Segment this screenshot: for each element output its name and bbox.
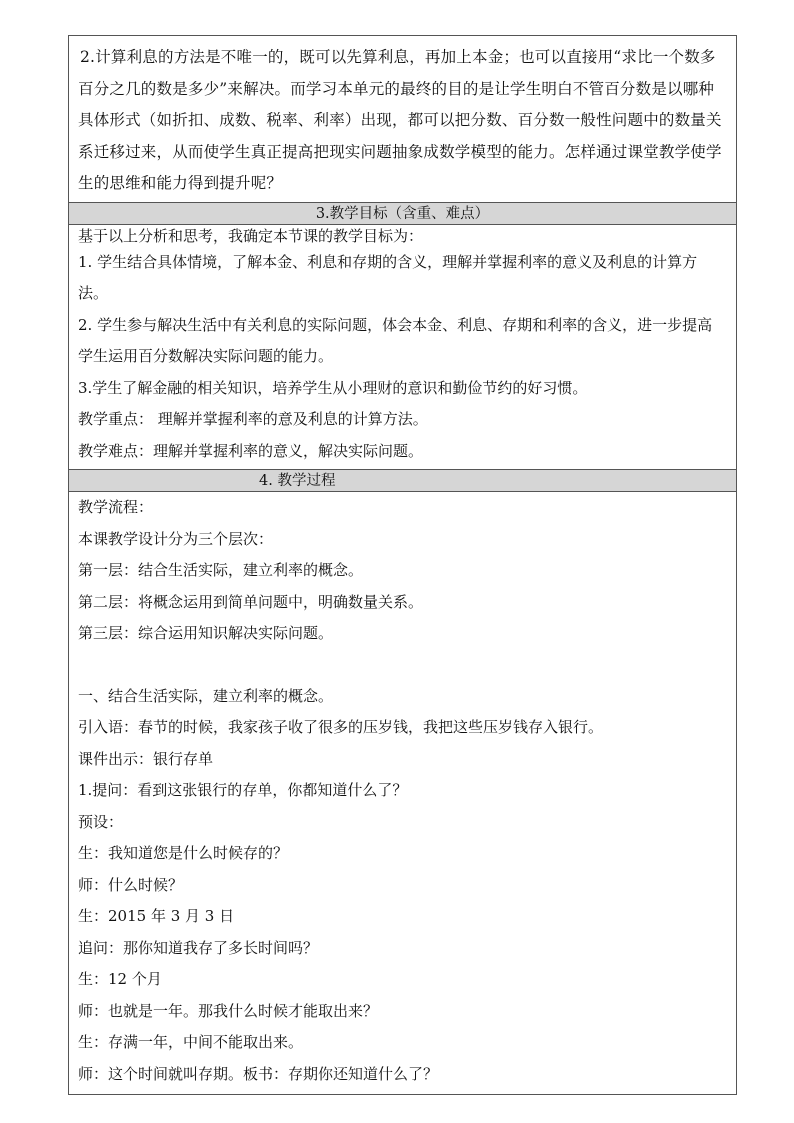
objective-2: 2. 学生参与解决生活中有关利息的实际问题，体会本金、利息、存期和利率的含义，进一步提高学生运用百分数解决实际问题的能力。	[78, 315, 713, 365]
process-line: 生：12 个月	[78, 970, 162, 988]
process-line: 本课教学设计分为三个层次：	[78, 529, 274, 548]
section-header-objectives-label: 3.教学目标（含重、难点）	[315, 205, 490, 222]
intro-cell	[69, 36, 736, 203]
objectives-cell	[69, 225, 736, 471]
process-line: 师：什么时候？	[78, 875, 184, 894]
teaching-difficulty: 教学难点：理解并掌握利率的意义，解决实际问题。	[78, 441, 424, 460]
process-line: 预设：	[78, 812, 124, 831]
process-line: 一、结合生活实际，建立利率的概念。	[78, 686, 334, 705]
process-line: 教学流程：	[78, 498, 154, 516]
section-header-process	[69, 470, 736, 492]
blank-line	[78, 650, 727, 681]
process-line: 课件出示：银行存单	[78, 749, 214, 768]
teaching-key-point: 教学重点： 理解并掌握利率的意及利息的计算方法。	[78, 410, 428, 428]
objective-1: 1. 学生结合具体情境，了解本金、利息和存期的含义，理解并掌握利率的意义及利息的计算方法。	[78, 252, 698, 302]
process-line: 生：我知道您是什么时候存的？	[78, 844, 289, 862]
process-line: 第一层：结合生活实际，建立利率的概念。	[78, 561, 364, 579]
process-line: 引入语：春节的时候，我家孩子收了很多的压岁钱，我把这些压岁钱存入银行。	[78, 718, 604, 736]
process-line: 第二层：将概念运用到简单问题中，明确数量关系。	[78, 592, 424, 611]
intro-paragraph: 2.计算利息的方法是不唯一的，既可以先算利息，再加上本金；也可以直接用“求比一个数多百分之几的数是多少”来解决。而学习本单元的最终的目的是让学生明白不管百分数是以哪种具体形式（如折扣、成数、税率、利率）出现，都可以把分数、百分数一般性问题中的数量关系迁移过来，从而使学生真正提高把现实问题抽象成数学模型的能力。怎样通过课堂教学使学生的思维和能力得到提升呢？	[78, 48, 722, 192]
process-line: 第三层：综合运用知识解决实际问题。	[78, 624, 334, 642]
section-header-process-label: 4. 教学过程	[259, 473, 336, 489]
objectives-lead: 基于以上分析和思考，我确定本节课的教学目标为：	[78, 226, 424, 245]
process-line: 生：存满一年，中间不能取出来。	[78, 1033, 304, 1051]
process-line: 1.提问：看到这张银行的存单，你都知道什么了？	[78, 781, 408, 799]
process-cell	[69, 492, 736, 1095]
section-header-objectives	[69, 203, 736, 225]
lesson-plan-table	[68, 35, 737, 1095]
process-line: 生：2015 年 3 月 3 日	[78, 907, 235, 925]
objective-3: 3.学生了解金融的相关知识，培养学生从小理财的意识和勤俭节约的好习惯。	[78, 378, 588, 397]
process-line: 追问：那你知道我存了多长时间吗？	[78, 938, 319, 957]
process-line: 师：这个时间就叫存期。板书：存期你还知道什么了？	[78, 1064, 439, 1083]
process-line: 师：也就是一年。那我什么时候才能取出来？	[78, 1001, 379, 1020]
